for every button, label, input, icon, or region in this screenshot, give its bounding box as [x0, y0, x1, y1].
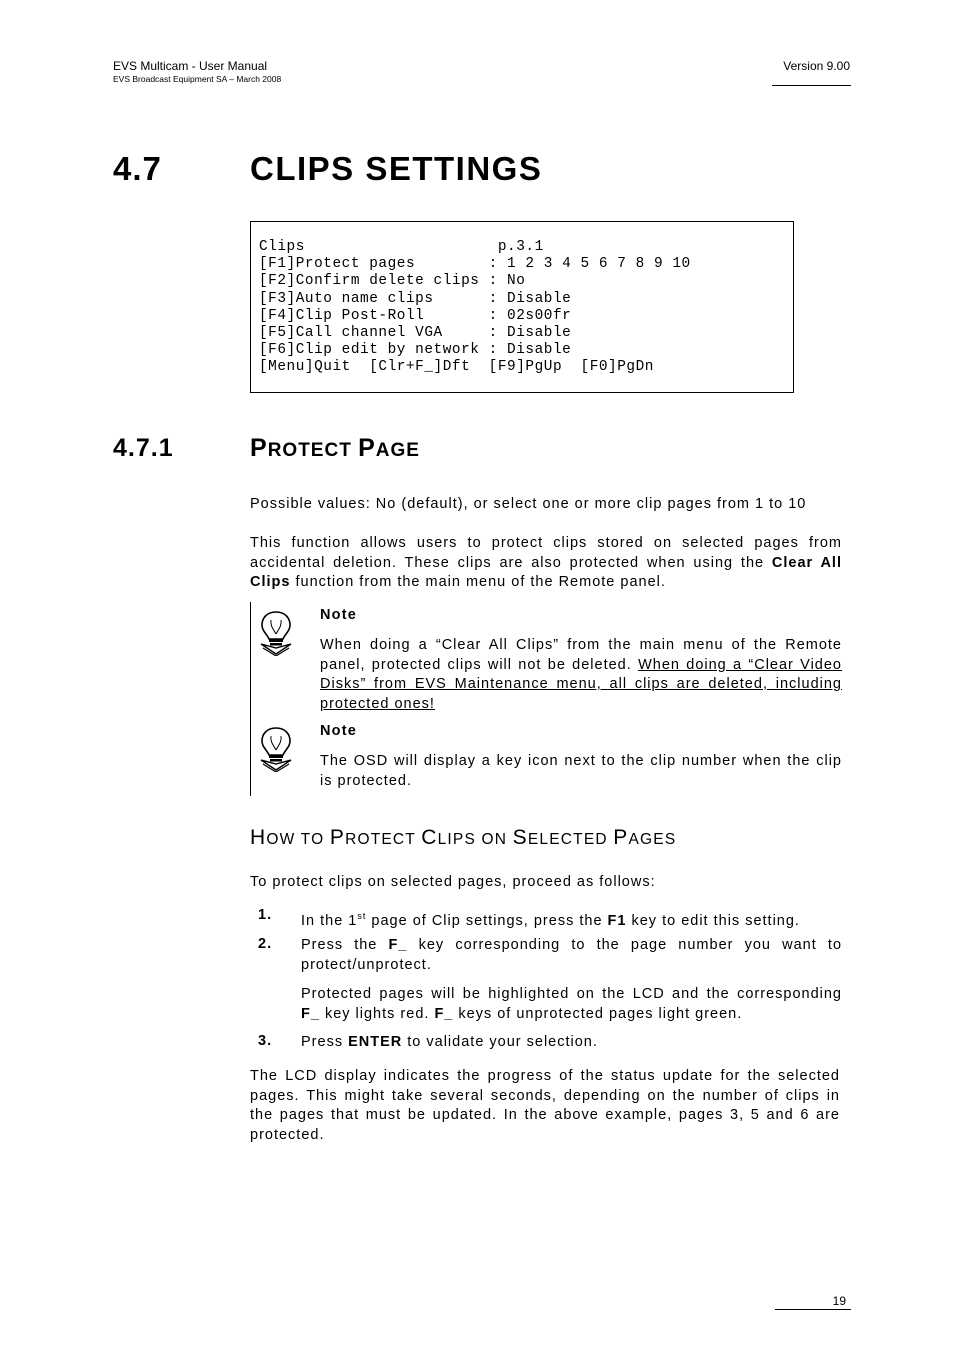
procedure-intro: To protect clips on selected pages, proceed as follows:	[250, 874, 656, 890]
note-label: Note	[320, 723, 358, 739]
footer-rule	[775, 1309, 851, 1310]
header-version: Version 9.00	[783, 59, 850, 73]
possible-values-text: Possible values: No (default), or select one or more clip pages from 1 to 10	[250, 496, 807, 512]
note-text: When doing a “Clear All Clips” from the main menu of the Remote panel, protected clips will not be deleted. When doing a “Clear Video Disks” from EVS Maintenance menu, all clips are deleted, including protected ones!	[320, 637, 842, 712]
section-title: CLIPS SETTINGS	[250, 150, 543, 187]
note-lightbulb-icon	[258, 726, 294, 772]
step-number: 2.	[258, 936, 273, 952]
note-lightbulb-icon	[258, 610, 294, 656]
step-text: Press ENTER to validate your selection.	[301, 1034, 598, 1050]
lcd-line: [F3]Auto name clips : Disable	[259, 290, 572, 307]
step-detail: Protected pages will be highlighted on the LCD and the corresponding F_ key lights red. F_ keys of unprotected pages light green.	[301, 986, 842, 1022]
subsection-number: 4.7.1	[113, 434, 174, 462]
note-text: The OSD will display a key icon next to the clip number when the clip is protected.	[320, 753, 842, 789]
step-text: In the 1st page of Clip settings, press the F1 key to edit this setting.	[301, 911, 800, 929]
lcd-line: [Menu]Quit [Clr+F_]Dft [F9]PgUp [F0]PgDn	[259, 359, 654, 376]
function-description: This function allows users to protect clips stored on selected pages from accidental deletion. These clips are also protected when using the Clear All Clips function from the main menu of the Remote panel.	[250, 535, 842, 590]
howto-heading: HOW TO PROTECT CLIPS ON SELECTED PAGES	[250, 826, 677, 849]
lcd-line: Clips p.3.1	[259, 239, 544, 255]
page-number: 19	[832, 1294, 846, 1308]
section-number: 4.7	[113, 150, 162, 187]
step-number: 1.	[258, 907, 273, 923]
subsection-title: PROTECT PAGE	[250, 434, 420, 462]
lcd-line: [F2]Confirm delete clips : No	[259, 273, 526, 290]
lcd-line: [F5]Call channel VGA : Disable	[259, 325, 572, 342]
step-number: 3.	[258, 1033, 273, 1049]
lcd-line: [F1]Protect pages : 1 2 3 4 5 6 7 8 9 10	[259, 256, 691, 273]
note-side-bar	[250, 602, 251, 796]
lcd-text	[259, 239, 691, 377]
header-subtitle: EVS Broadcast Equipment SA – March 2008	[113, 74, 282, 84]
lcd-line: [F4]Clip Post-Roll : 02s00fr	[259, 307, 572, 324]
lcd-screen-box	[250, 221, 794, 393]
lcd-progress-paragraph: The LCD display indicates the progress of the status update for the selected pages. This might take several seconds, depending on the number of clips in the pages that must be updated. In the above example, pages 3, 5 and 6 are protected.	[250, 1068, 840, 1143]
header-title: EVS Multicam - User Manual	[113, 59, 268, 73]
header-rule	[772, 85, 851, 86]
note-label: Note	[320, 607, 358, 623]
lcd-line: [F6]Clip edit by network : Disable	[259, 342, 572, 359]
step-text: Press the F_ key corresponding to the page number you want to protect/unprotect.	[301, 937, 843, 973]
